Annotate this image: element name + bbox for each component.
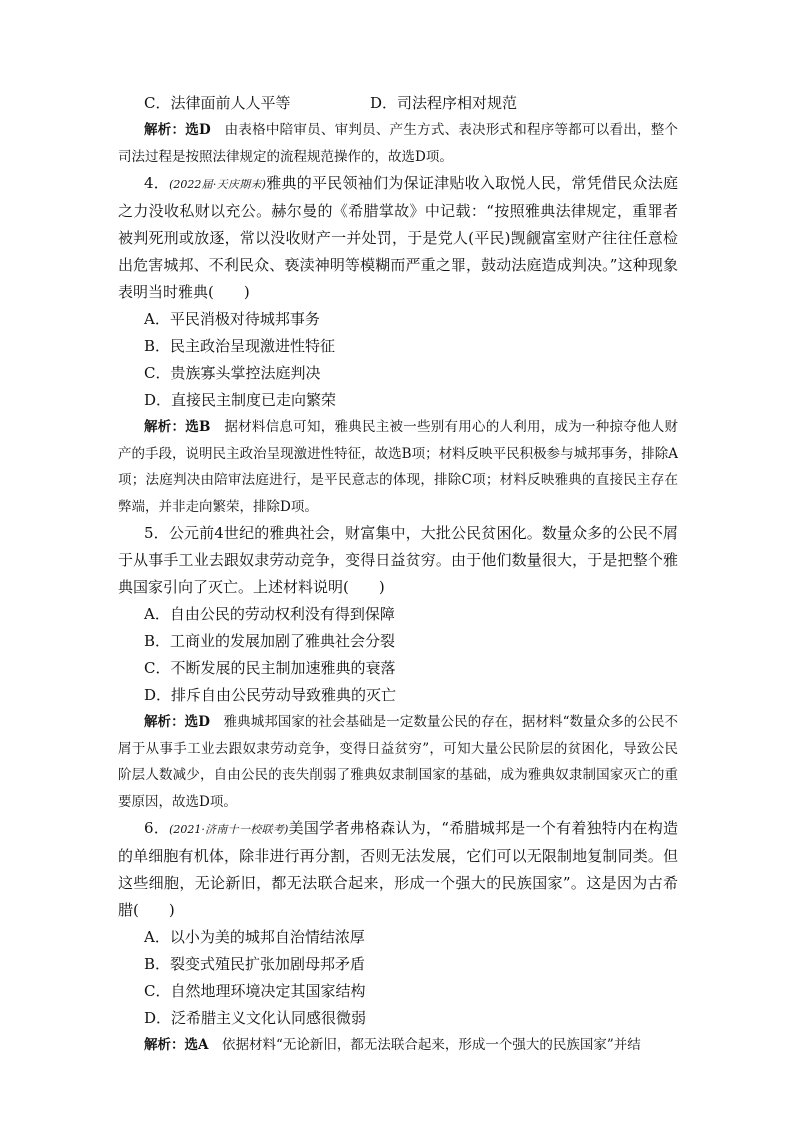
q6-analysis	[118, 1032, 678, 1059]
q6-analysis-label: 解析：选A	[144, 1037, 209, 1053]
q6-source: (2021·济南十一校联考)	[169, 823, 289, 836]
q5-number: 5．	[144, 524, 169, 542]
q5-stem	[118, 520, 678, 601]
q4-number: 4．	[144, 174, 170, 192]
q6-analysis-text: 依据材料“无论新旧，都无法联合起来，形成一个强大的民族国家”并结	[208, 1037, 641, 1053]
q3-option-c: C．法律面前人人平等	[144, 94, 291, 112]
q4-option-b: B．民主政治呈现激进性特征	[144, 337, 336, 355]
q5-analysis-text: 雅典城邦国家的社会基础是一定数量公民的存在，据材料“数量众多的公民不屑于从事手工业去跟奴隶劳动竞争，变得日益贫穷”，可知大量公民阶层的贫困化，导致公民阶层人数减少，自由公民的丧失削弱了雅典奴隶制国家的基础，成为雅典奴隶制国家灭亡的重要原因，故选D项。	[118, 714, 678, 810]
q5-option-b: B．工商业的发展加剧了雅典社会分裂	[144, 632, 396, 650]
q4-analysis-label: 解析：选B	[144, 419, 211, 435]
q3-options-row	[118, 90, 678, 117]
q6-option-c: C．自然地理环境决定其国家结构	[144, 982, 366, 1000]
q5-option-c: C．不断发展的民主制加速雅典的衰落	[144, 659, 396, 677]
q4-option-c: C．贵族寡头掌控法庭判决	[144, 364, 321, 382]
q4-option-d: D．直接民主制度已走向繁荣	[144, 391, 337, 409]
q6-option-b: B．裂变式殖民扩张加剧母邦矛盾	[144, 955, 366, 973]
document-page	[118, 90, 678, 1059]
q6-stem	[118, 815, 678, 924]
q4-analysis	[118, 414, 678, 520]
q6-stem-text: 美国学者弗格森认为，“希腊城邦是一个有着独特内在构造的单细胞有机体，除非进行再分割，否则无法发展，它们可以无限制地复制同类。但这些细胞，无论新旧，都无法联合起来，形成一个强大的民族国家”。这是因为古希腊( )	[118, 819, 679, 919]
q5-option-a: A．自由公民的劳动权利没有得到保障	[144, 605, 395, 623]
q5-analysis	[118, 709, 678, 815]
q3-analysis-label: 解析：选D	[144, 122, 211, 138]
q6-number: 6．	[144, 819, 170, 837]
q4-stem	[118, 170, 678, 306]
q6-option-a: A．以小为美的城邦自治情结浓厚	[144, 928, 365, 946]
q5-option-d: D．排斥自由公民劳动导致雅典的灭亡	[144, 686, 397, 704]
q5-stem-text: 公元前4世纪的雅典社会，财富集中，大批公民贫困化。数量众多的公民不屑于从事手工业去跟奴隶劳动竞争，变得日益贫穷。由于他们数量很大，于是把整个雅典国家引向了灭亡。上述材料说明( )	[118, 524, 678, 596]
q3-analysis	[118, 117, 678, 170]
q4-analysis-text: 据材料信息可知，雅典民主被一些别有用心的人利用，成为一种掠夺他人财产的手段，说明民主政治呈现激进性特征，故选B项；材料反映平民积极参与城邦事务，排除A项；法庭判决由陪审法庭进行，是平民意志的体现，排除C项；材料反映雅典的直接民主存在弊端，并非走向繁荣，排除D项。	[118, 419, 678, 515]
q6-option-d: D．泛希腊主义文化认同感很微弱	[144, 1009, 367, 1027]
q3-option-d: D．司法程序相对规范	[370, 94, 518, 112]
q4-option-a: A．平民消极对待城邦事务	[144, 310, 320, 328]
q4-stem-text: 雅典的平民领袖们为保证津贴收入取悦人民，常凭借民众法庭之力没收私财以充公。赫尔曼的《希腊掌故》中记载：“按照雅典法律规定，重罪者被判死刑或放逐，常以没收财产一并处罚，于是党人(平民)觊觎富室财产往往任意检出危害城邦、不利民众、亵渎神明等模糊而严重之罪，鼓动法庭造成判决。”这种现象表明当时雅典( )	[118, 174, 679, 301]
q4-source: (2022届·天庆期末)	[169, 178, 266, 191]
q5-analysis-label: 解析：选D	[144, 714, 210, 730]
q3-analysis-text: 由表格中陪审员、审判员、产生方式、表决形式和程序等都可以看出，整个司法过程是按照法律规定的流程规范操作的，故选D项。	[118, 122, 678, 165]
